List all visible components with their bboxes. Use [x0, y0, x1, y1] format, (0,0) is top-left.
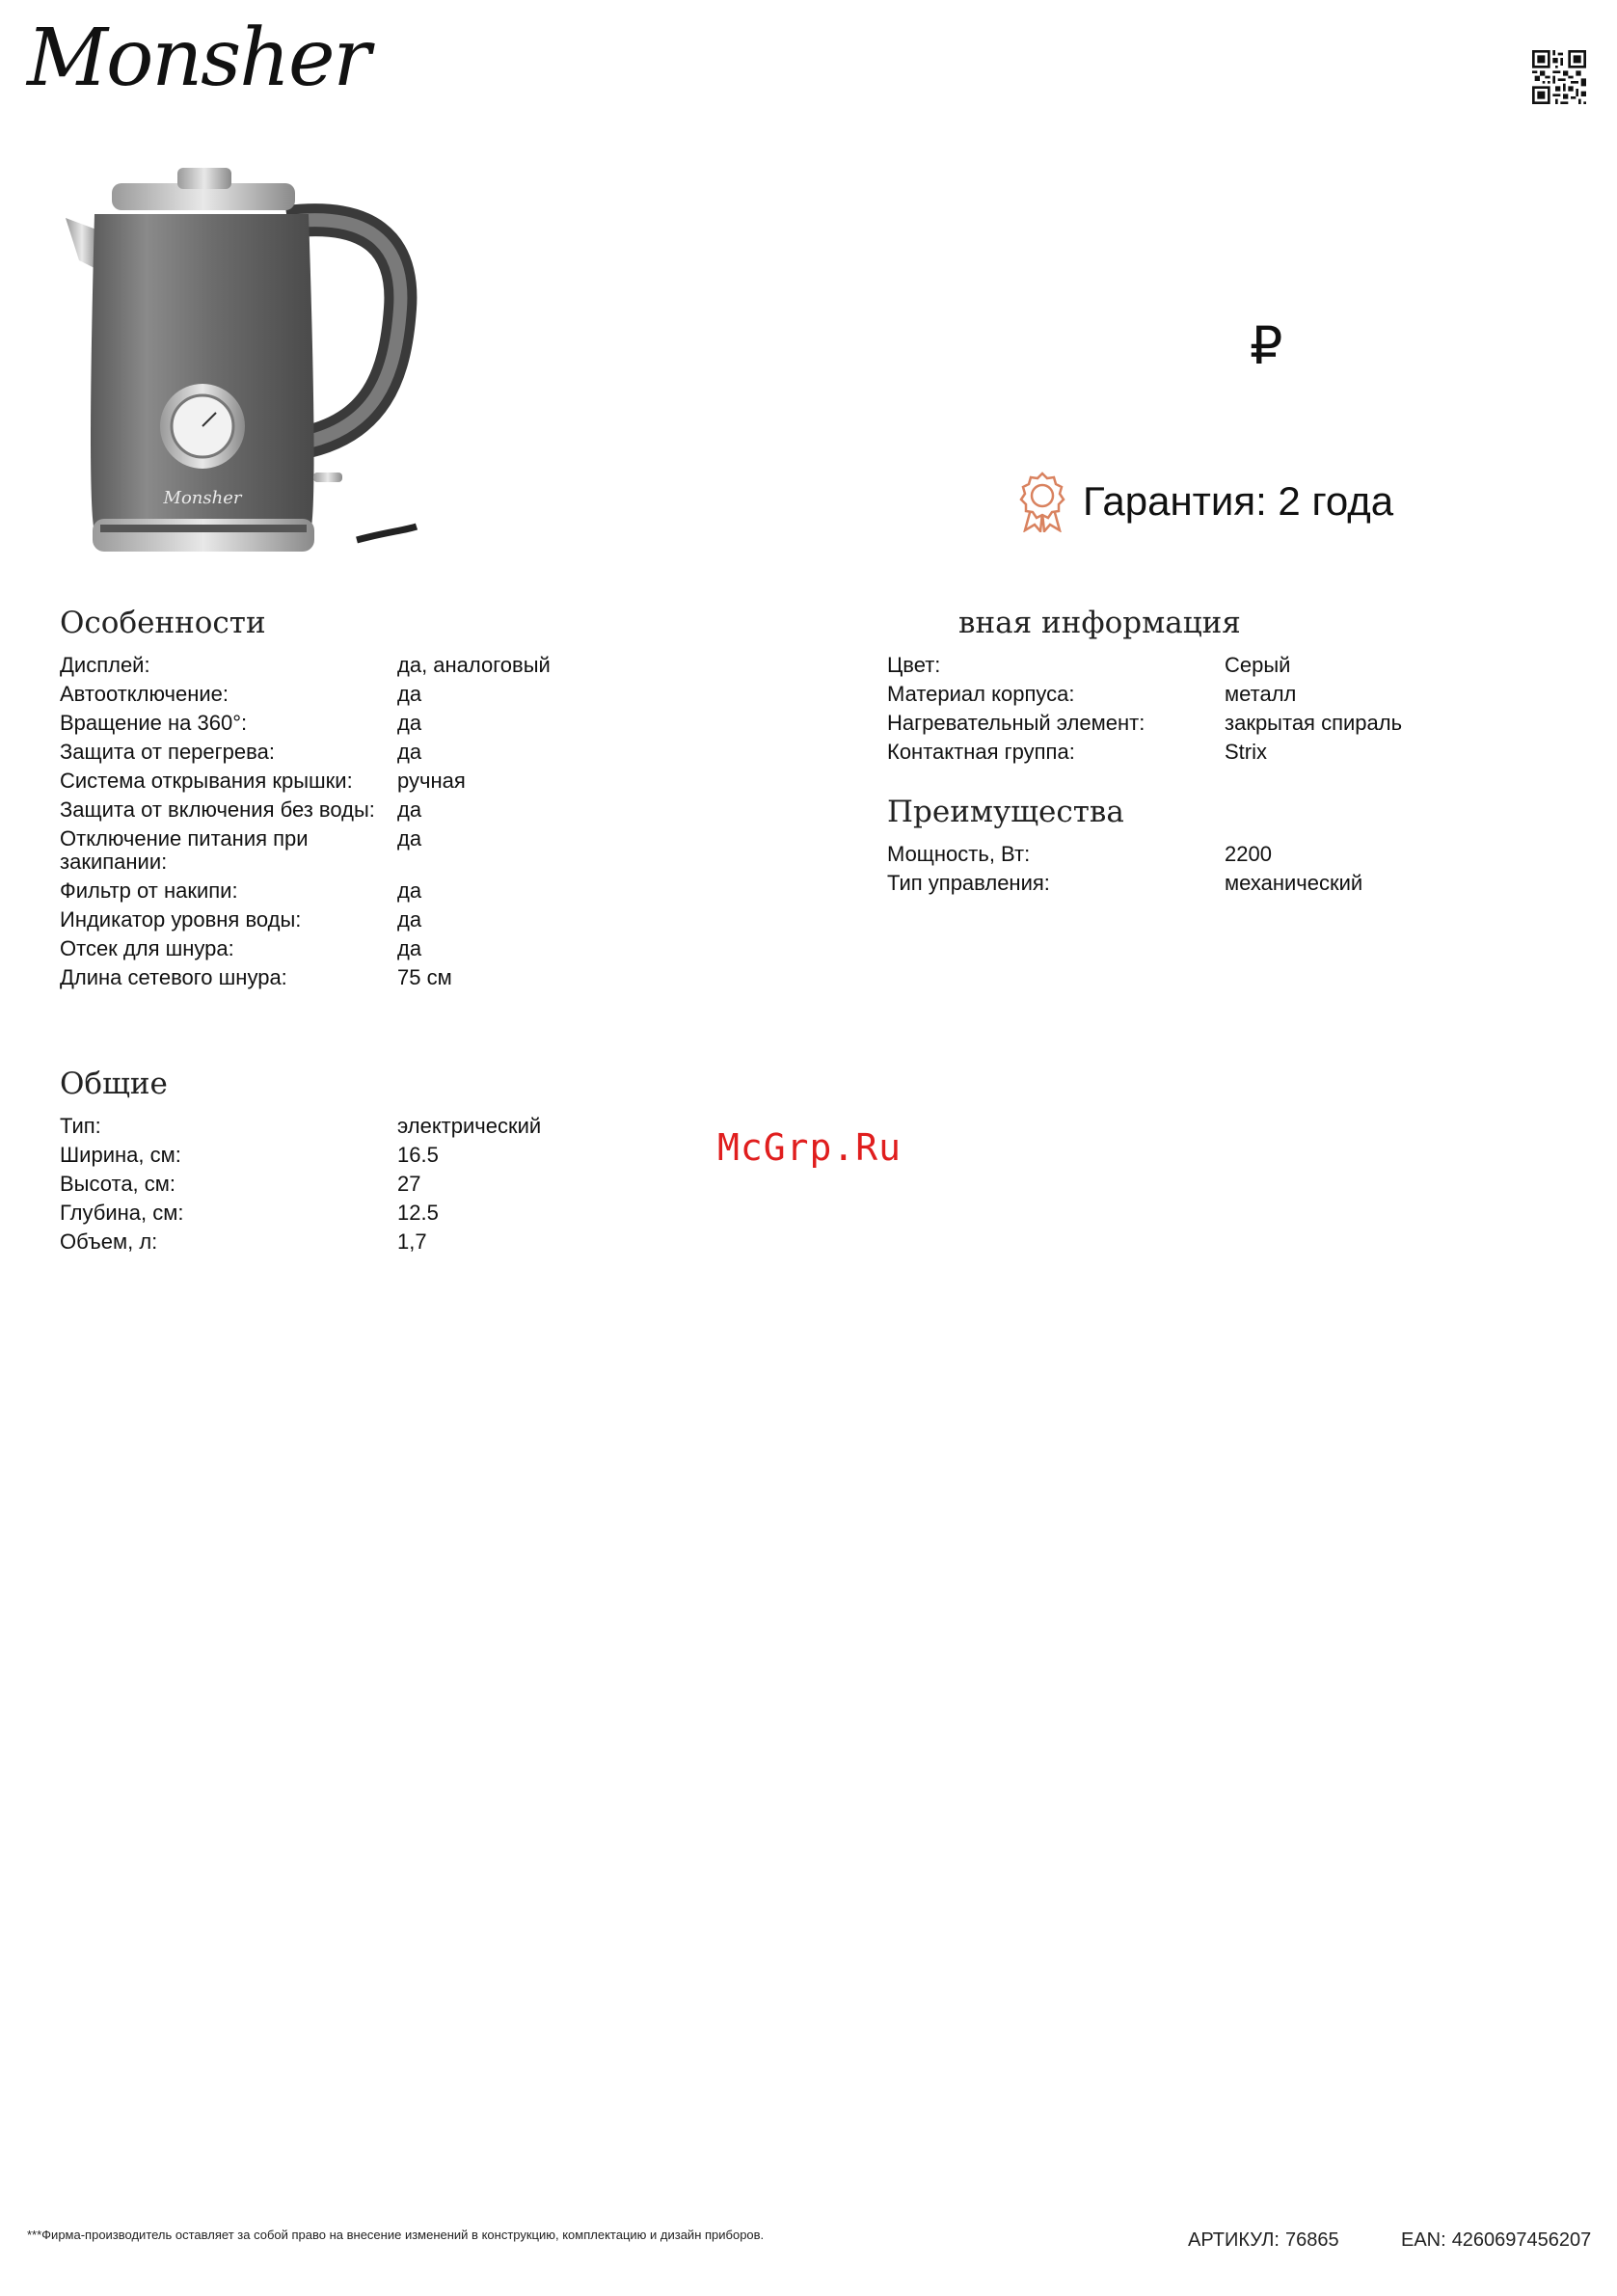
spec-row: [887, 872, 1485, 895]
qr-code-icon: [1532, 50, 1586, 104]
features-title: Особенности: [60, 606, 266, 640]
spec-row: [60, 937, 600, 960]
spec-row: [887, 741, 1485, 764]
article-label: АРТИКУЛ:: [1188, 2229, 1280, 2251]
spec-key: Вращение на 360°:: [60, 711, 248, 735]
spec-row: [887, 654, 1485, 677]
spec-key: Отсек для шнура:: [60, 936, 234, 960]
spec-row: [60, 879, 600, 903]
spec-value: да: [397, 907, 422, 932]
price-currency-symbol: ₽: [1250, 317, 1283, 375]
spec-key: Индикатор уровня воды:: [60, 907, 302, 932]
watermark-link[interactable]: McGrp.Ru: [717, 1126, 903, 1169]
article-value: 76865: [1284, 2229, 1339, 2251]
brand-logo: Monsher: [27, 13, 369, 104]
spec-value: 16.5: [397, 1143, 439, 1167]
spec-value: да: [397, 936, 422, 960]
spec-row: [60, 798, 600, 822]
general-section: [60, 1065, 600, 1259]
features-section: [60, 604, 600, 995]
spec-key: Тип:: [60, 1114, 101, 1138]
spec-value: закрытая спираль: [1225, 711, 1403, 735]
spec-key: Объем, л:: [60, 1229, 158, 1254]
spec-key: Система открывания крышки:: [60, 769, 353, 793]
spec-key: Контактная группа:: [887, 740, 1075, 764]
spec-key: Фильтр от накипи:: [60, 878, 238, 903]
spec-key: Нагревательный элемент:: [887, 711, 1145, 735]
spec-value: ручная: [397, 769, 466, 793]
svg-text:Monsher: Monsher: [163, 488, 242, 508]
spec-key: Защита от включения без воды:: [60, 797, 375, 822]
general-title: Общие: [60, 1067, 168, 1101]
disclaimer-note: ***Фирма-производитель оставляет за собой право на внесение изменений в конструкцию, комплектацию и дизайн приборов.: [27, 2228, 765, 2242]
spec-value: да: [397, 740, 422, 764]
spec-value: Серый: [1225, 653, 1291, 677]
spec-row: [60, 712, 600, 735]
spec-key: Автоотключение:: [60, 682, 229, 706]
spec-value: 12.5: [397, 1201, 439, 1225]
spec-key: Высота, см:: [60, 1172, 176, 1196]
article-number: [1182, 2229, 1339, 2252]
spec-row: [60, 770, 600, 793]
ean-value: 4260697456207: [1451, 2229, 1592, 2251]
spec-row: [60, 1144, 600, 1167]
spec-value: 75 см: [397, 965, 452, 989]
spec-value: да: [397, 682, 422, 706]
spec-key: Дисплей:: [60, 653, 150, 677]
basic-info-title: вная информация: [958, 606, 1241, 640]
spec-key: Ширина, см:: [60, 1143, 181, 1167]
spec-value: Strix: [1225, 740, 1267, 764]
warranty-text: Гарантия: 2 года: [1083, 478, 1394, 524]
spec-row: [887, 843, 1485, 866]
spec-value: 27: [397, 1172, 421, 1196]
spec-row: [60, 1230, 600, 1254]
award-ribbon-icon: [1017, 471, 1067, 532]
spec-row: [60, 908, 600, 932]
spec-row: [60, 1115, 600, 1138]
advantages-title: Преимущества: [887, 795, 1124, 829]
spec-value: 1,7: [397, 1229, 427, 1254]
spec-key: Материал корпуса:: [887, 682, 1075, 706]
kettle-product-image: [58, 154, 424, 579]
spec-key: Глубина, см:: [60, 1201, 184, 1225]
spec-row: [60, 827, 600, 874]
spec-row: [60, 683, 600, 706]
spec-value: да: [397, 826, 422, 851]
spec-key: Защита от перегрева:: [60, 740, 275, 764]
warranty-badge: [1017, 471, 1393, 532]
spec-value: да: [397, 797, 422, 822]
spec-value: металл: [1225, 682, 1297, 706]
basic-info-section: [887, 604, 1485, 770]
spec-row: [60, 741, 600, 764]
ean-label: EAN:: [1401, 2229, 1446, 2251]
spec-key: Длина сетевого шнура:: [60, 965, 287, 989]
spec-row: [60, 966, 600, 989]
spec-value: электрический: [397, 1114, 542, 1138]
spec-value: да, аналоговый: [397, 653, 551, 677]
ean-number: [1395, 2229, 1591, 2252]
advantages-section: [887, 793, 1485, 901]
spec-value: 2200: [1225, 842, 1272, 866]
spec-key: Тип управления:: [887, 871, 1050, 895]
spec-row: [887, 683, 1485, 706]
spec-row: [60, 1173, 600, 1196]
spec-row: [887, 712, 1485, 735]
spec-key: Мощность, Вт:: [887, 842, 1031, 866]
spec-row: [60, 654, 600, 677]
spec-value: механический: [1225, 871, 1363, 895]
spec-key: Цвет:: [887, 653, 941, 677]
spec-value: да: [397, 878, 422, 903]
spec-value: да: [397, 711, 422, 735]
spec-row: [60, 1202, 600, 1225]
spec-key: Отключение питания при закипании:: [60, 826, 309, 874]
